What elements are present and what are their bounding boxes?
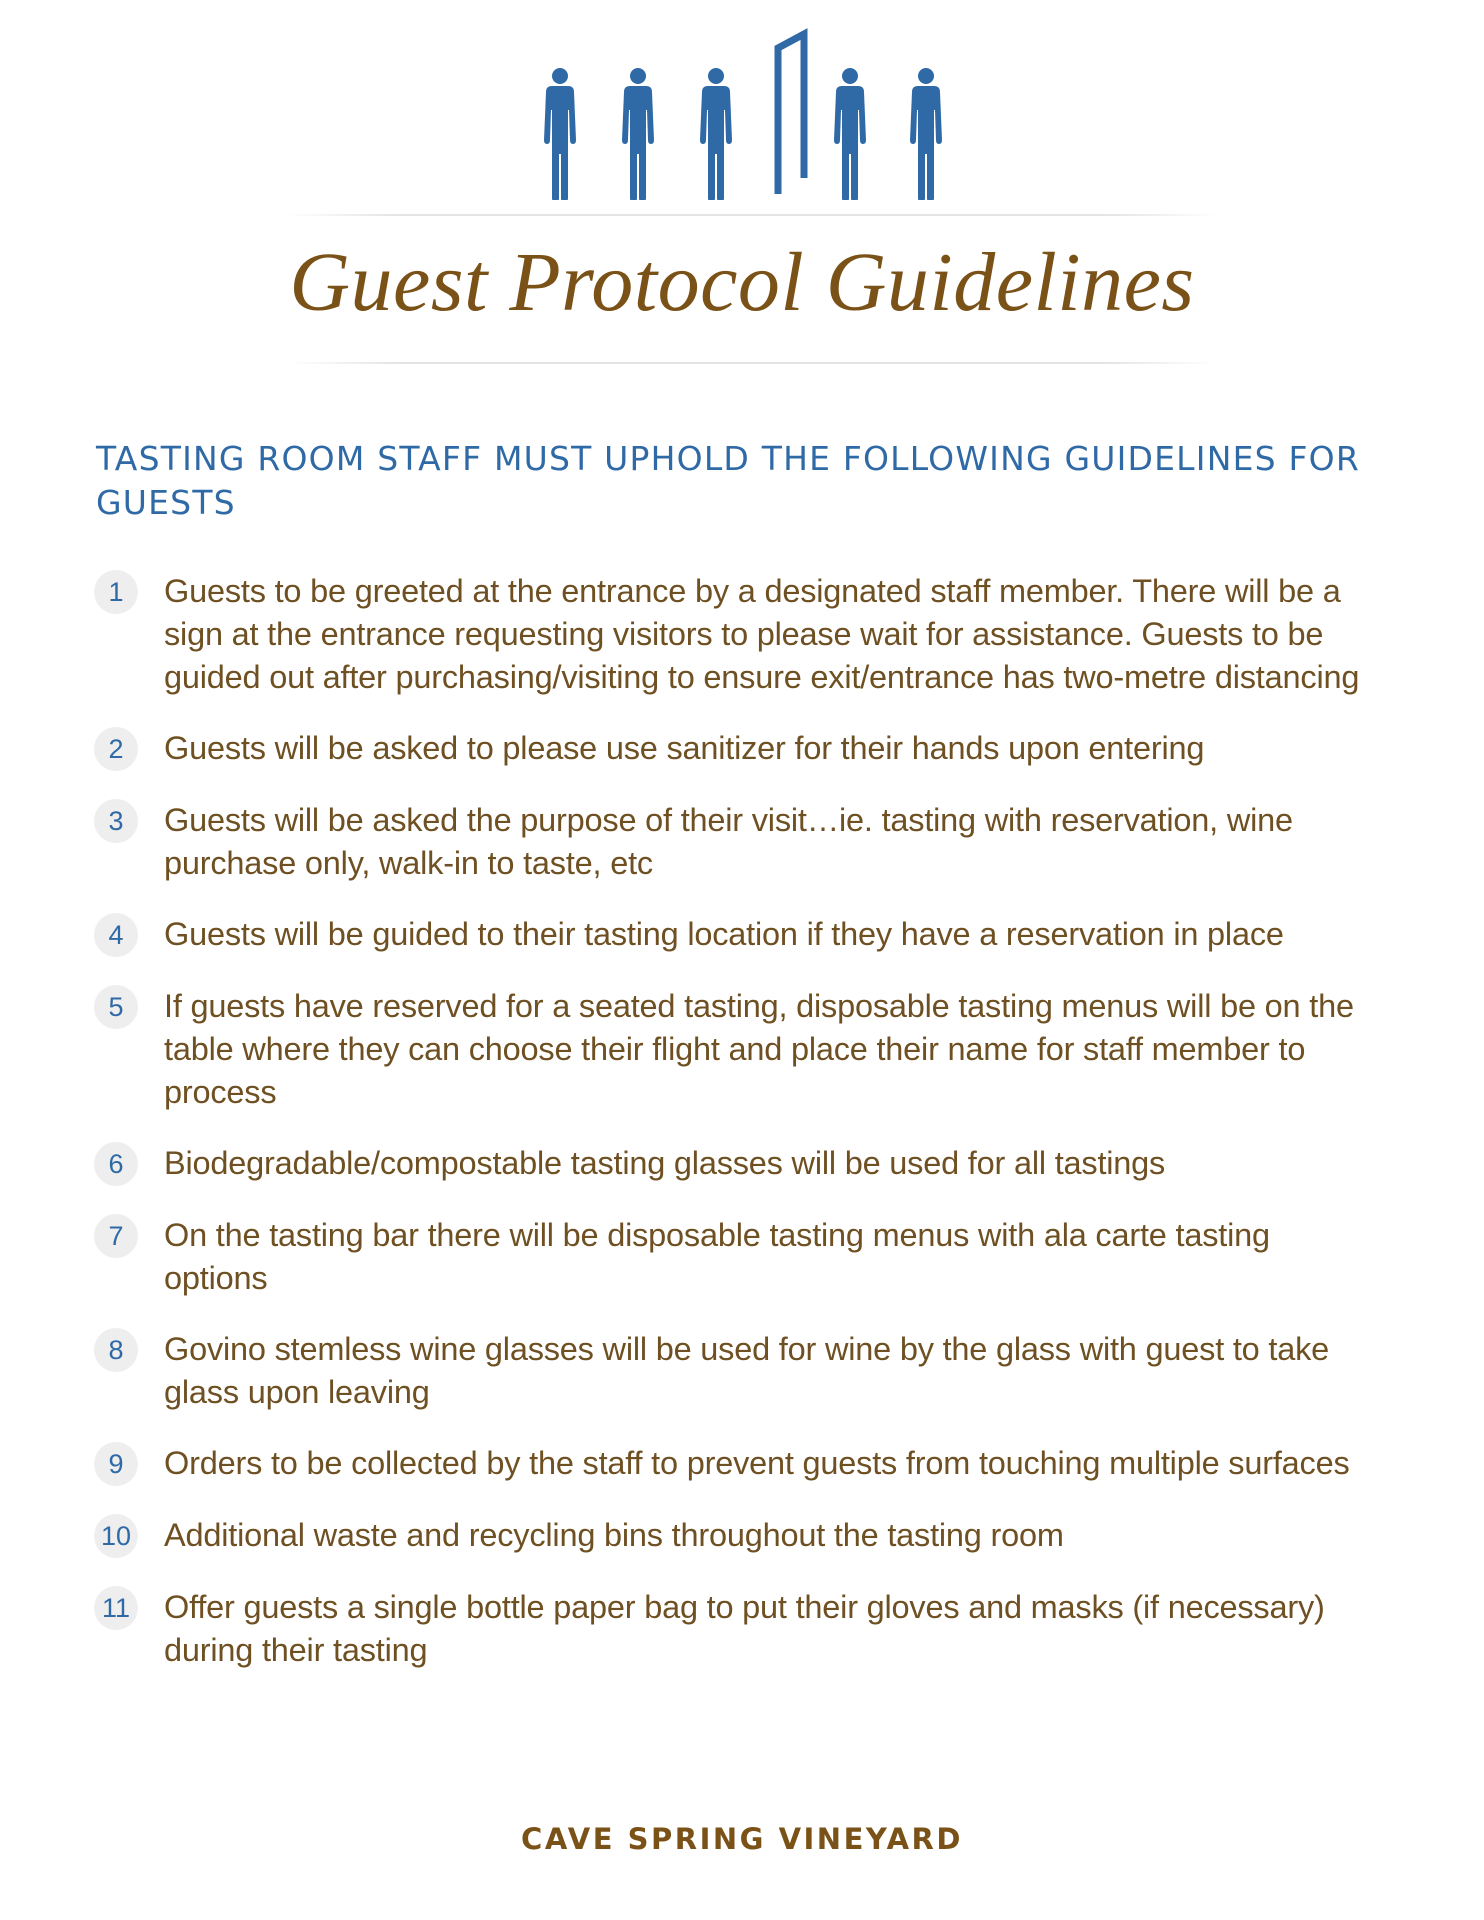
list-item: [94, 1328, 1394, 1414]
item-number-badge: 10: [94, 1514, 138, 1558]
list-item: [94, 1514, 1394, 1558]
guideline-text: Guests will be guided to their tasting location if they have a reservation in place: [164, 916, 1284, 952]
section-heading: TASTING ROOM STAFF MUST UPHOLD THE FOLLOWING GUIDELINES FOR GUESTS: [96, 439, 1360, 522]
guideline-text: Additional waste and recycling bins throughout the tasting room: [164, 1517, 1064, 1553]
guideline-text: Guests will be asked the purpose of their visit…ie. tasting with reservation, wine purchase only, walk-in to taste, etc: [164, 802, 1293, 881]
list-item: [94, 1214, 1394, 1300]
list-item: [94, 727, 1394, 771]
list-item: [94, 1442, 1394, 1486]
guideline-text: Guests will be asked to please use sanitizer for their hands upon entering: [164, 730, 1205, 766]
list-item: [94, 1142, 1394, 1186]
guideline-text: Biodegradable/compostable tasting glasses will be used for all tastings: [164, 1145, 1166, 1181]
item-number-badge: 8: [94, 1328, 138, 1372]
guideline-text: Guests to be greeted at the entrance by a designated staff member. There will be a sign at the entrance requesting visitors to please wait for assistance. Guests to be guided out after purchasing/visiting to ensure exit/entrance has two-metre distancing: [164, 573, 1360, 695]
item-number-badge: 3: [94, 799, 138, 843]
list-item: [94, 799, 1394, 885]
title-top-divider: [287, 214, 1217, 216]
item-number-badge: 6: [94, 1142, 138, 1186]
item-number-badge: 7: [94, 1214, 138, 1258]
guideline-text: If guests have reserved for a seated tasting, disposable tasting menus will be on the table where they can choose their flight and place their name for staff member to process: [164, 988, 1354, 1110]
item-number-badge: 1: [94, 570, 138, 614]
list-item: [94, 913, 1394, 957]
item-number-badge: 4: [94, 913, 138, 957]
guideline-text: Orders to be collected by the staff to prevent guests from touching multiple surfaces: [164, 1445, 1350, 1481]
guideline-text: Govino stemless wine glasses will be used for wine by the glass with guest to take glass upon leaving: [164, 1331, 1330, 1410]
footer-brand: CAVE SPRING VINEYARD: [521, 1822, 963, 1856]
people-and-doorway-icon: [0, 28, 1484, 200]
item-number-badge: 9: [94, 1442, 138, 1486]
list-item: [94, 985, 1394, 1114]
title-bottom-divider: [287, 362, 1217, 364]
page-title: Guest Protocol Guidelines: [289, 236, 1195, 329]
guideline-text: On the tasting bar there will be disposable tasting menus with ala carte tasting options: [164, 1217, 1270, 1296]
guideline-text: Offer guests a single bottle paper bag to put their gloves and masks (if necessary) during their tasting: [164, 1589, 1325, 1668]
guidelines-list: [94, 570, 1394, 1700]
item-number-badge: 11: [94, 1586, 138, 1630]
item-number-badge: 2: [94, 727, 138, 771]
list-item: [94, 570, 1394, 699]
list-item: [94, 1586, 1394, 1672]
item-number-badge: 5: [94, 985, 138, 1029]
